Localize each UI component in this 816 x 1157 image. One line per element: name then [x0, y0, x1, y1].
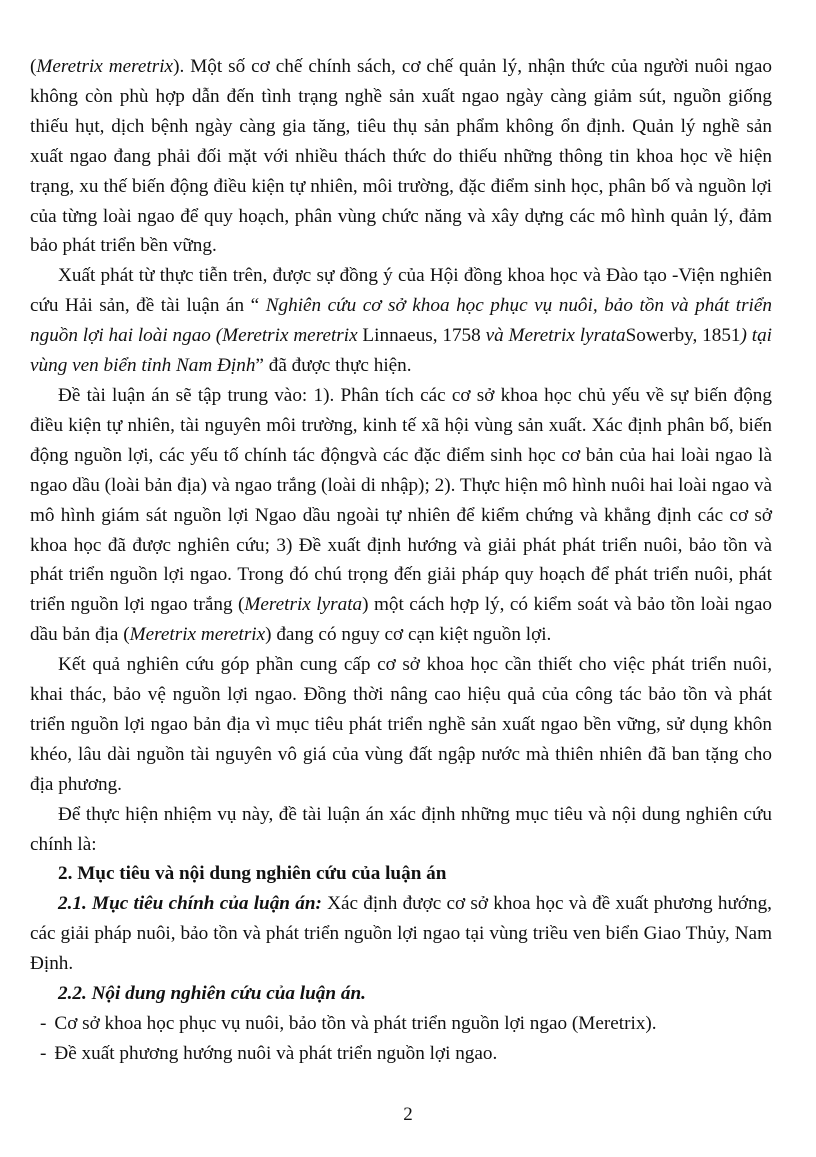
page-number: 2: [403, 1104, 413, 1125]
paragraph-1: [30, 52, 772, 261]
thesis-title-part-2: và Meretrix lyrata: [485, 325, 626, 347]
document-page: [30, 52, 772, 1069]
paragraph-2-text-c: Sowerby, 1851: [625, 325, 741, 347]
list-item: [30, 1039, 772, 1069]
paragraph-4: Kết quả nghiên cứu góp phần cung cấp cơ sở khoa học cần thiết cho việc phát triển nuôi, khai thác, bảo vệ nguồn lợi ngao. Đồng thời nâng cao hiệu quả của công tác bảo tồn và phát triển nguồn lợi ngao bản địa vì mục tiêu phát triển nghề sản xuất ngao bền vững, sử dụng khôn khéo, lâu dài nguồn tài nguyên vô giá của vùng đất ngập nước mà thiên nhiên đã ban tặng cho địa phương.: [30, 654, 772, 795]
list-item: [30, 1009, 772, 1039]
section-heading: 2. Mục tiêu và nội dung nghiên cứu của luận án: [58, 863, 447, 885]
paragraph-3: [30, 381, 772, 650]
bullet-dash: -: [40, 1013, 47, 1034]
paragraph-5: Để thực hiện nhiệm vụ này, đề tài luận án xác định những mục tiêu và nội dung nghiên cứu chính là:: [30, 803, 772, 855]
paragraph-3-text-a: Đề tài luận án sẽ tập trung vào: 1). Phân tích các cơ sở khoa học chủ yếu về sự biến động điều kiện tự nhiên, tài nguyên môi trường, kinh tế xã hội vùng sản xuất. Xác định phân bố, biến động nguồn lợi, các yếu tố chính tác độngvà các đặc điểm sinh học cơ bản của hai loài ngao là ngao dầu (loài bản địa) và ngao trắng (loài di nhập); 2). Thực hiện mô hình nuôi hai loài ngao và mô hình giám sát nguồn lợi Ngao dầu ngoài tự nhiên để kiểm chứng và khẳng định các cơ sở khoa học đã được nghiên cứu; 3) Đề xuất định hướng và giải phát phát triển nuôi, bảo tồn và phát triển nguồn lợi ngao. Trong đó chú trọng đến giải pháp quy hoạch để phát triển nuôi, phát triển nguồn lợi ngao trắng (: [30, 384, 772, 616]
paragraph-3-text-c: ) đang có nguy cơ cạn kiệt nguồn lợi.: [265, 624, 552, 646]
list-item-text: Cơ sở khoa học phục vụ nuôi, bảo tồn và phát triển nguồn lợi ngao (Meretrix).: [54, 1013, 657, 1034]
paragraph-2-text-d: ” đã được thực hiện.: [255, 355, 412, 377]
paragraph-1-open-paren: (: [30, 56, 37, 77]
subsection-2-2: [30, 979, 772, 1009]
subsection-2-1-text: Xác định được cơ sở khoa học và đề xuất phương hướng, các giải pháp nuôi, bảo tồn và phát triển nguồn lợi ngao tại vùng triều ven biển Giao Thủy, Nam Định.: [30, 893, 772, 975]
paragraph-1-text: ). Một số cơ chế chính sách, cơ chế quản lý, nhận thức của người nuôi ngao không còn phù hợp dẫn đến tình trạng nghề sản xuất ngao ngày càng giảm sút, nguồn giống thiếu hụt, dịch bệnh ngày càng gia tăng, tiêu thụ sản phẩm không ổn định. Quản lý nghề sản xuất ngao đang phải đối mặt với nhiều thách thức do thiếu những thông tin khoa học về hiện trạng, xu thế biến động điều kiện tự nhiên, môi trường, đặc điểm sinh học, phân bố và nguồn lợi của từng loài ngao để quy hoạch, phân vùng chức năng và xây dựng các mô hình quản lý, đảm bảo phát triển bền vững.: [30, 56, 772, 257]
thesis-title-part-1: Nghiên cứu cơ sở khoa học phục vụ nuôi, bảo tồn và phát triển nguồn lợi hai loài ngao (Meretrix meretrix: [30, 295, 772, 347]
list-item-text: Đề xuất phương hướng nuôi và phát triển nguồn lợi ngao.: [54, 1042, 498, 1064]
paragraph-2-text-a: Xuất phát từ thực tiễn trên, được sự đồng ý của Hội đồng khoa học và Đào tạo -Viện nghiên cứu Hải sản, đề tài luận án “: [30, 265, 772, 317]
paragraph-2-text-b: Linnaeus, 1758: [357, 325, 486, 347]
subsection-2-2-label: 2.2. Nội dung nghiên cứu của luận án.: [58, 983, 366, 1005]
subsection-2-1: [30, 889, 772, 979]
thesis-title-part-3: ) tại vùng ven biển tỉnh Nam Định: [30, 325, 772, 377]
species-name: Meretrix lyrata: [244, 594, 363, 616]
paragraph-2: [30, 261, 772, 381]
species-name: Meretrix meretrix: [36, 56, 174, 77]
species-name: Meretrix meretrix: [129, 624, 266, 646]
bullet-dash: -: [40, 1042, 47, 1064]
subsection-2-1-label: 2.1. Mục tiêu chính của luận án:: [58, 893, 322, 915]
paragraph-3-text-b: ) một cách hợp lý, có kiểm soát và bảo tồn loài ngao dầu bản địa (: [30, 594, 772, 646]
